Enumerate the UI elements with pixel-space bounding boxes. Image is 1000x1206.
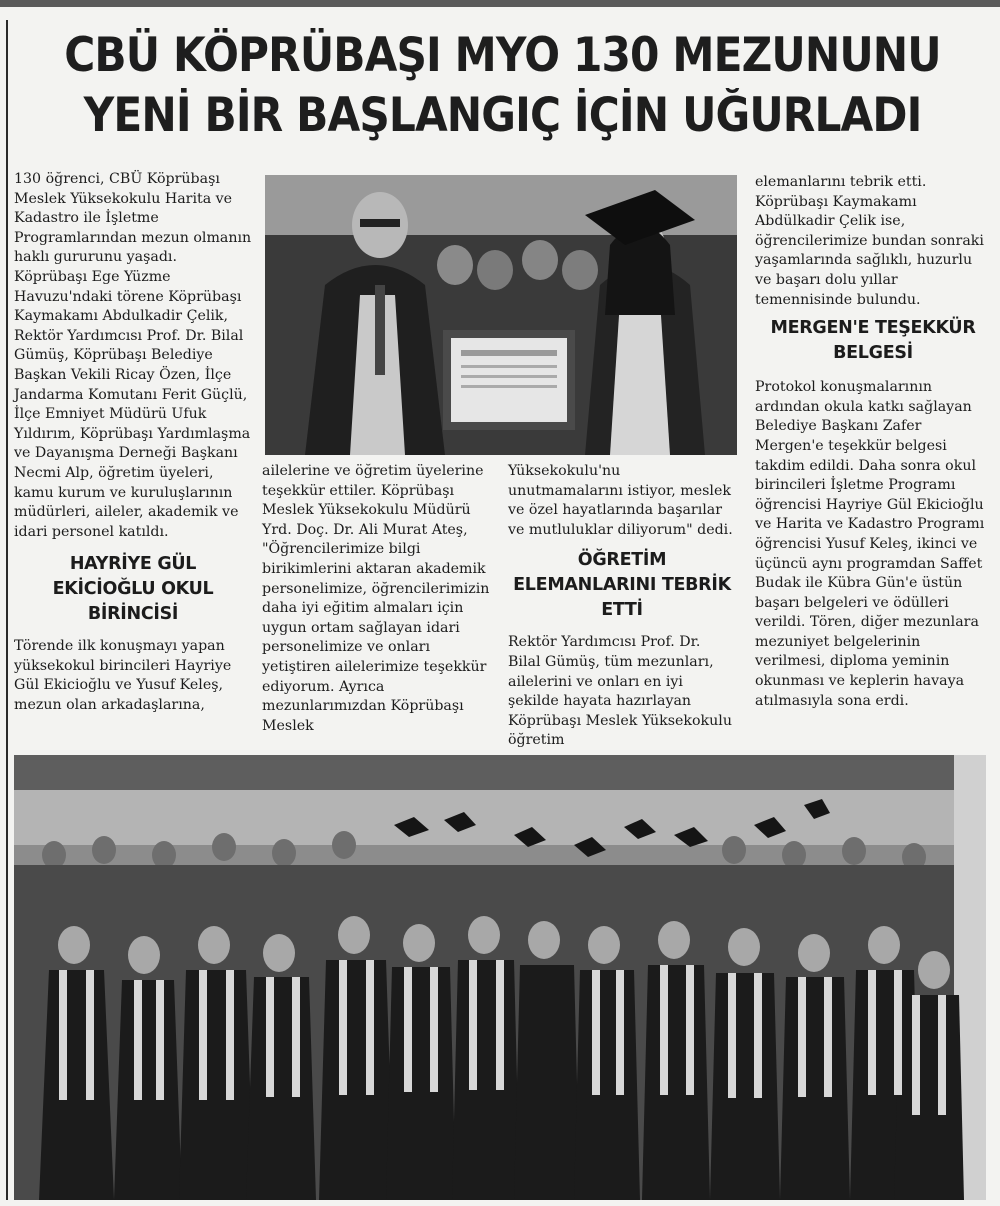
speech-paragraph: Törende ilk konuşmayı yapan yüksekokul birincileri Hayriye Gül Ekicioğlu ve Yusuf Keleş, mezun olan arkadaşlarına,: [14, 638, 232, 714]
subheading-ogretim: ÖĞRETİM ELEMANLARINI TEBRİK ETTİ: [513, 550, 731, 621]
article-column-3: [508, 462, 736, 751]
column-4-paragraph: elemanlarını tebrik etti. Köprübaşı Kaymakamı Abdülkadir Çelik ise, öğrencilerimize bundan sonraki yaşamlarında sağlıklı, huzurlu ve başarı dolu yıllar temennisinde bulundu.: [755, 174, 984, 308]
column-3-paragraph: Yüksekokulu'nu unutmamalarını istiyor, meslek ve özel hayatlarında başarılar ve mutluluklar diliyorum" dedi.: [508, 463, 733, 538]
intro-paragraph: 130 öğrenci, CBÜ Köprübaşı Meslek Yüksekokulu Harita ve Kadastro ile İşletme Programlarından mezun olmanın haklı gururunu yaşadı.: [14, 171, 252, 266]
diploma-ceremony-image: [265, 175, 737, 455]
graduates-group-photo: [14, 755, 986, 1200]
article-column-2: [262, 462, 498, 736]
page-top-border: [0, 0, 1000, 7]
page-left-rule: [6, 20, 8, 1200]
diploma-ceremony-photo: [265, 175, 737, 455]
graduates-group-image: [14, 755, 986, 1200]
headline-line-1: CBÜ KÖPRÜBAŞI MYO 130 MEZUNUNU: [64, 28, 941, 83]
column-4-paragraph-2: Protokol konuşmalarının ardından okula katkı sağlayan Belediye Başkanı Zafer Mergen'e teşekkür belgesi takdim edildi. Daha sonra okul birincileri İşletme Programı öğrencisi Hayriye Gül Ekicioğlu ve Harita ve Kadastro Programı öğrencisi Yusuf Keleş, ikinci ve üçüncü aynı programdan Saffet Budak ile Kübra Gün'e üstün başarı belgeleri ve ödülleri verildi. Tören, diğer mezunlara mezuniyet belgelerinin verilmesi, diploma yeminin okunması ve keplerin havaya atılmasıyla sona erdi.: [755, 379, 985, 709]
column-3-paragraph-2: Rektör Yardımcısı Prof. Dr. Bilal Gümüş, tüm mezunları, ailelerini ve onları en iyi şekilde hayata hazırlayan Köprübaşı Meslek Yüksekokulu öğretim: [508, 634, 732, 749]
ceremony-paragraph: Köprübaşı Ege Yüzme Havuzu'ndaki törene Köprübaşı Kaymakamı Abdulkadir Çelik, Rektör Yardımcısı Prof. Dr. Bilal Gümüş, Köprübaşı Belediye Başkan Vekili Ricay Özen, İlçe Jandarma Komutanı Ferit Güçlü, İlçe Emniyet Müdürü Ufuk Yıldırım, Köprübaşı Yardımlaşma ve Dayanışma Derneği Başkanı Necmi Alp, öğretim üyeleri, kamu kurum ve kuruluşlarının müdürleri, aileler, akademik ve idari personel katıldı.: [14, 268, 251, 540]
article-column-1: [14, 170, 252, 716]
subheading-mergen: MERGEN'E TEŞEKKÜR BELGESİ: [770, 318, 976, 364]
headline-line-2: YENİ BİR BAŞLANGIÇ İÇİN UĞURLADI: [83, 88, 922, 143]
column-2-paragraph: ailelerine ve öğretim üyelerine teşekkür ettiler. Köprübaşı Meslek Yüksekokulu Müdürü Yrd. Doç. Dr. Ali Murat Ateş, "Öğrencilerimize bilgi birikimlerini aktaran akademik personelimize, öğrencilerimizin daha iyi eğitim almaları için uygun ortam sağlayan idari personelimize ve onları yetiştiren ailelerimize teşekkür ediyorum. Ayrıca mezunlarımızdan Köprübaşı Meslek: [262, 463, 490, 734]
subheading-hayriye: HAYRİYE GÜL EKİCİOĞLU OKUL BİRİNCİSİ: [52, 554, 214, 625]
article-column-4: [755, 173, 991, 711]
